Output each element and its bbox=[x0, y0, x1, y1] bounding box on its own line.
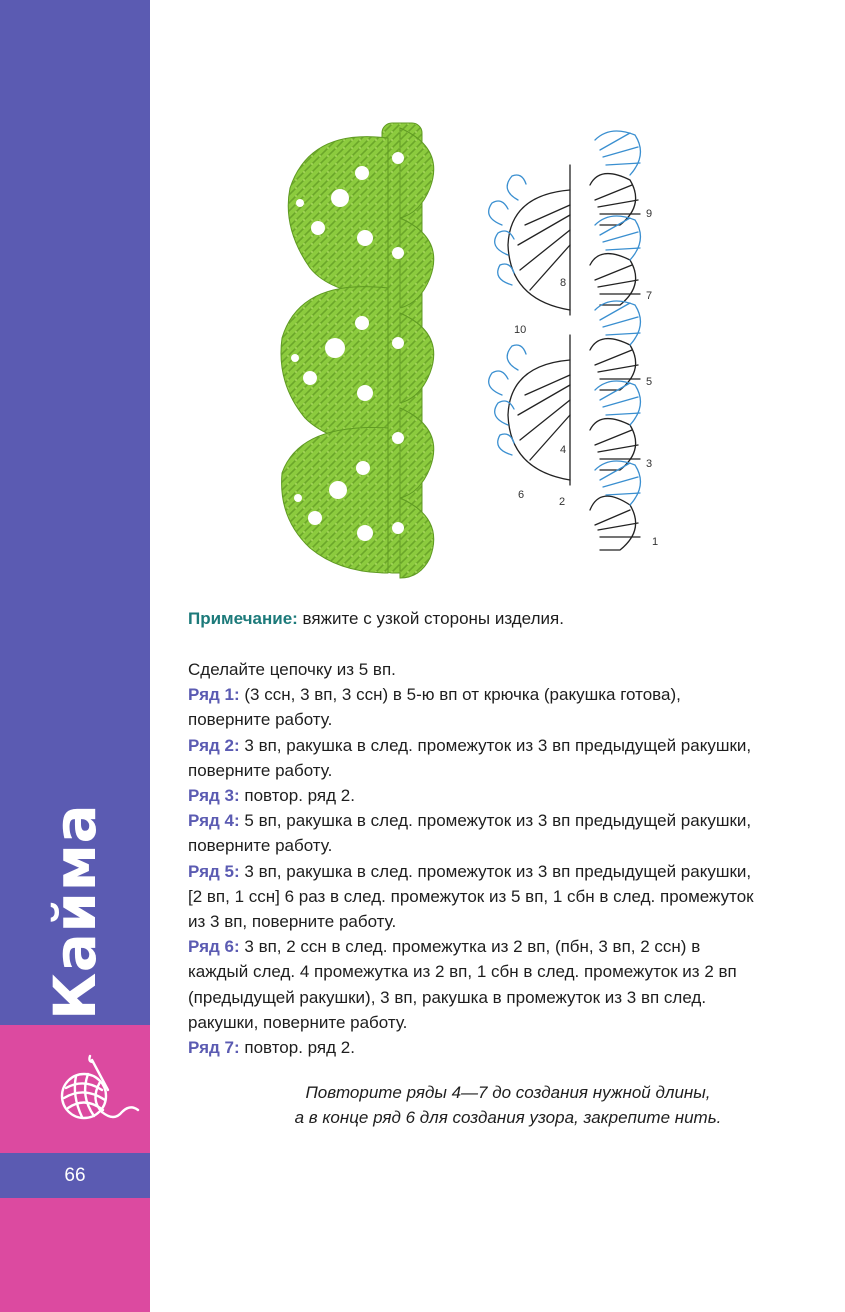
instruction-row-1 bbox=[188, 682, 763, 732]
diagram-row-10: 10 bbox=[514, 324, 527, 336]
sidebar-bottom-block bbox=[0, 1198, 150, 1312]
row-label: Ряд 1: bbox=[188, 685, 240, 705]
yarn-ball-icon bbox=[52, 1050, 142, 1132]
row-text: 5 вп, ракушка в след. промежуток из 3 вп предыдущей ракушки, поверните работу. bbox=[188, 811, 752, 856]
crochet-diagram bbox=[470, 125, 670, 565]
row-text: 3 вп, ракушка в след. промежуток из 3 вп предыдущей ракушки, [2 вп, 1 ссн] 6 раз в след. промежуток из 5 вп, 1 сбн в след. промежуток из 3 вп, поверните работу. bbox=[188, 861, 754, 932]
row-label: Ряд 3: bbox=[188, 786, 240, 806]
page-number: 66 bbox=[64, 1165, 86, 1186]
section-title: Кайма bbox=[41, 803, 109, 1021]
note bbox=[188, 606, 788, 631]
row-text: (3 ссн, 3 вп, 3 ссн) в 5-ю вп от крючка (ракушка готова), поверните работу. bbox=[188, 685, 681, 730]
diagram-row-1: 1 bbox=[652, 536, 659, 548]
instruction-row-6 bbox=[188, 934, 763, 1035]
diagram-row-3: 3 bbox=[646, 458, 653, 470]
instructions bbox=[188, 657, 763, 1060]
row-label: Ряд 5: bbox=[188, 861, 240, 881]
diagram-row-2: 2 bbox=[559, 496, 566, 508]
diagram-row-7: 7 bbox=[646, 290, 653, 302]
instructions-intro: Сделайте цепочку из 5 вп. bbox=[188, 660, 396, 679]
instruction-row-3 bbox=[188, 783, 763, 808]
row-text: 3 вп, ракушка в след. промежуток из 3 вп предыдущей ракушки, поверните работу. bbox=[188, 735, 752, 780]
diagram-row-4: 4 bbox=[560, 444, 567, 456]
instruction-row-5 bbox=[188, 859, 763, 935]
row-label: Ряд 7: bbox=[188, 1038, 240, 1058]
footer-note bbox=[188, 1080, 828, 1130]
footer-note-line-2: а в конце ряд 6 для создания узора, закрепите нить. bbox=[294, 1108, 722, 1127]
crochet-edging-photo bbox=[270, 118, 445, 580]
note-label: Примечание: bbox=[188, 609, 298, 628]
diagram-row-6: 6 bbox=[518, 489, 525, 501]
row-label: Ряд 6: bbox=[188, 937, 240, 957]
row-text: повтор. ряд 2. bbox=[239, 786, 355, 806]
note-text: вяжите с узкой стороны изделия. bbox=[297, 609, 564, 628]
instruction-row-4 bbox=[188, 808, 763, 858]
instruction-row-2 bbox=[188, 733, 763, 783]
footer-note-line-1: Повторите ряды 4—7 до создания нужной длины, bbox=[305, 1083, 711, 1102]
diagram-row-5: 5 bbox=[646, 376, 653, 388]
diagram-row-8: 8 bbox=[560, 277, 567, 289]
instruction-row-7 bbox=[188, 1035, 763, 1060]
diagram-row-9: 9 bbox=[646, 208, 653, 220]
row-label: Ряд 2: bbox=[188, 735, 240, 755]
row-text: 3 вп, 2 ссн в след. промежутка из 2 вп, (пбн, 3 вп, 2 ссн) в каждый след. 4 промежутка из 2 вп, 1 сбн в след. промежуток из 2 вп (предыдущей ракушки), 3 вп, ракушка в промежуток из 3 вп след. ракушки, поверните работу. bbox=[188, 937, 737, 1032]
row-text: повтор. ряд 2. bbox=[239, 1038, 355, 1058]
row-label: Ряд 4: bbox=[188, 811, 240, 831]
